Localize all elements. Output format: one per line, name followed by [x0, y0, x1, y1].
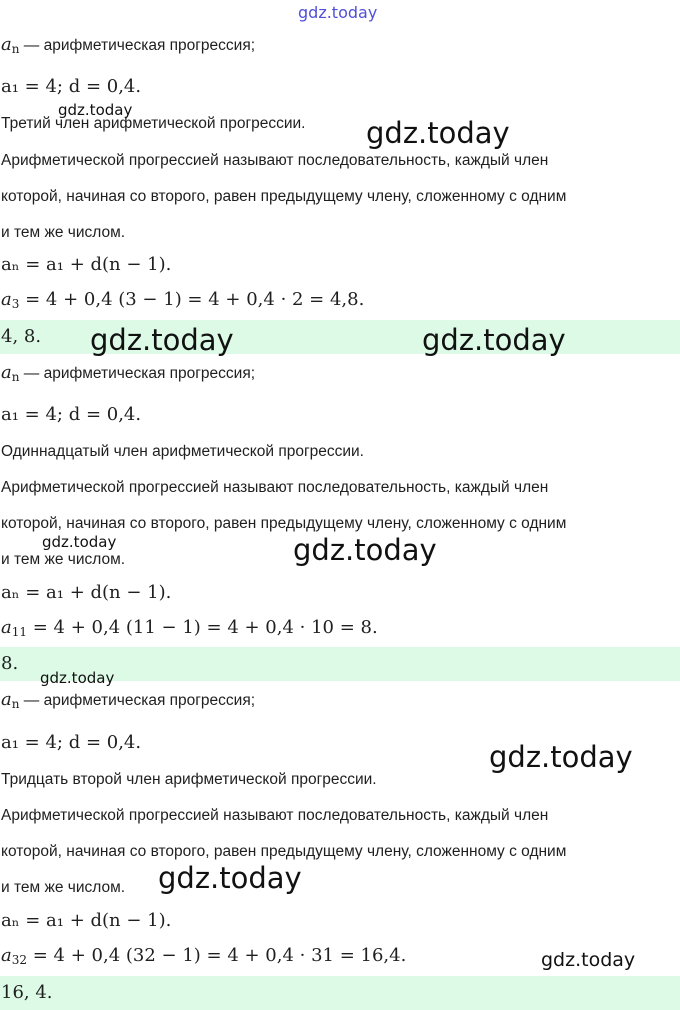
given-values: a₁ = 4; d = 0,4.	[1, 732, 142, 753]
definition-line-1: Арифметической прогрессией называют последовательность, каждый член	[1, 152, 549, 169]
formula: aₙ = a₁ + d(n − 1).	[1, 910, 172, 931]
find-line: Третий член арифметической прогрессии.	[1, 115, 306, 132]
calculation: $a_3 = 4 + 0,4$ (3 − 1) = 4 + 0,4 · 2 = 4,8.	[1, 289, 365, 311]
given-values: a₁ = 4; d = 0,4.	[1, 76, 142, 97]
given-text: — арифметическая прогрессия;	[23, 692, 256, 709]
definition-line-2: которой, начиная со второго, равен предыдущему члену, сложенному с одним	[1, 843, 567, 860]
calc-expression: = 4 + 0,4 (3 − 1) = 4 + 0,4 · 2 = 4,8.	[25, 289, 365, 310]
answer-value: 4, 8.	[1, 326, 42, 347]
definition-line-1: Арифметической прогрессией называют последовательность, каждый член	[1, 807, 549, 824]
calculation: $a_{32} = 4 + 0,4$ (32 − 1) = 4 + 0,4 · 31 = 16,4.	[1, 945, 407, 967]
calculation: $a_{11} = 4 + 0,4$ (11 − 1) = 4 + 0,4 · 10 = 8.	[1, 617, 378, 639]
calc-index: 11	[11, 625, 28, 639]
definition-line-1: Арифметической прогрессией называют последовательность, каждый член	[1, 479, 549, 496]
answer-value: 16, 4.	[1, 982, 53, 1003]
formula: aₙ = a₁ + d(n − 1).	[1, 254, 172, 275]
watermark: gdz.today	[541, 949, 636, 971]
watermark: gdz.today	[90, 323, 234, 357]
answer-value: 8.	[1, 653, 19, 674]
watermark: gdz.today	[293, 533, 437, 567]
calc-expression: = 4 + 0,4 (32 − 1) = 4 + 0,4 · 31 = 16,4.	[32, 945, 407, 966]
watermark: gdz.today	[40, 669, 115, 687]
definition-line-2: которой, начиная со второго, равен предыдущему члену, сложенному с одним	[1, 515, 567, 532]
watermark: gdz.today	[298, 3, 378, 22]
watermark: gdz.today	[489, 740, 633, 774]
watermark: gdz.today	[366, 116, 510, 150]
given-text: — арифметическая прогрессия;	[23, 365, 256, 382]
watermark: gdz.today	[42, 533, 117, 551]
watermark: gdz.today	[422, 323, 566, 357]
definition-line-3: и тем же числом.	[1, 224, 126, 241]
calc-index: 32	[11, 953, 28, 967]
calc-index: 3	[11, 297, 20, 311]
find-line: Тридцать второй член арифметической прогрессии.	[1, 771, 377, 788]
answer-box	[0, 976, 680, 1010]
definition-line-3: и тем же числом.	[1, 551, 126, 568]
watermark: gdz.today	[58, 101, 133, 119]
given-line: $a_n$ — арифметическая прогрессия;	[1, 362, 256, 384]
given-text: — арифметическая прогрессия;	[23, 37, 256, 54]
given-values: a₁ = 4; d = 0,4.	[1, 404, 142, 425]
calc-expression: = 4 + 0,4 (11 − 1) = 4 + 0,4 · 10 = 8.	[32, 617, 378, 638]
given-line: $a_n$ — арифметическая прогрессия;	[1, 689, 256, 711]
find-line: Одиннадцатый член арифметической прогрессии.	[1, 443, 364, 460]
definition-line-2: которой, начиная со второго, равен предыдущему члену, сложенному с одним	[1, 188, 567, 205]
definition-line-3: и тем же числом.	[1, 879, 126, 896]
given-line: $a_n$ — арифметическая прогрессия;	[1, 34, 256, 56]
watermark: gdz.today	[158, 861, 302, 895]
formula: aₙ = a₁ + d(n − 1).	[1, 582, 172, 603]
